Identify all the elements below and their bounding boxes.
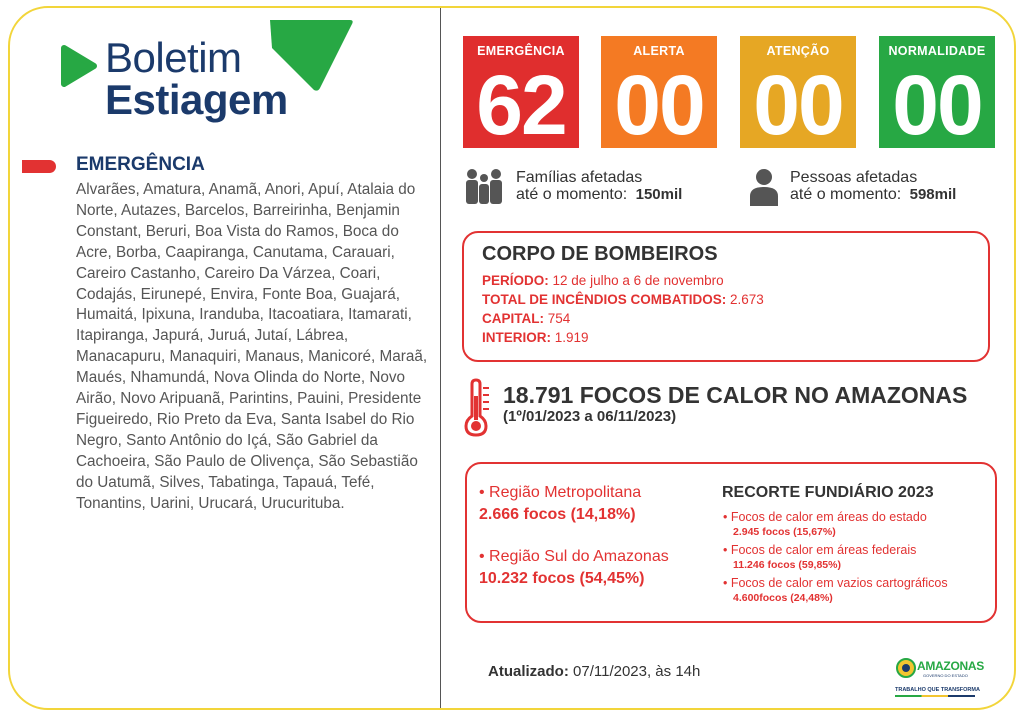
coat-of-arms-icon	[895, 657, 917, 681]
status-label: ALERTA	[633, 44, 685, 58]
focos-title	[503, 382, 967, 409]
row-label: CAPITAL:	[482, 311, 544, 326]
recorte-value: 4.600focos (24,48%)	[733, 592, 833, 604]
bombeiros-title: CORPO DE BOMBEIROS	[482, 243, 718, 265]
families-affected	[516, 170, 682, 203]
region-value: 2.666 focos (14,18%)	[479, 506, 636, 523]
families-line1: Famílias afetadas	[516, 169, 643, 186]
recorte-value: 2.945 focos (15,67%)	[733, 526, 836, 538]
title-estiagem: Estiagem	[105, 76, 288, 123]
focos-label: FOCOS DE CALOR NO AMAZONAS	[579, 382, 968, 408]
updated-value: 07/11/2023, às 14h	[573, 663, 701, 680]
status-emergencia	[463, 36, 579, 152]
status-label: NORMALIDADE	[888, 44, 986, 58]
recorte-label: • Focos de calor em áreas do estado	[723, 510, 927, 524]
people-affected	[790, 170, 956, 203]
recorte-label: • Focos de calor em vazios cartográficos	[723, 576, 948, 590]
people-value: 598mil	[909, 186, 957, 203]
status-value: 00	[614, 58, 704, 152]
person-icon	[748, 168, 780, 206]
status-atencao	[740, 36, 856, 152]
thermometer-icon	[463, 378, 495, 438]
focos-period: (1º/01/2023 a 06/11/2023)	[503, 408, 677, 425]
region-label: • Região Metropolitana	[479, 484, 642, 501]
status-normalidade	[879, 36, 995, 152]
row-value: 2.673	[730, 292, 764, 307]
row-value: 12 de julho a 6 de novembro	[552, 273, 724, 288]
emergency-marker	[22, 160, 56, 173]
family-icon	[464, 168, 504, 206]
logo-sub: GOVERNO DO ESTADO	[923, 673, 968, 678]
boletim-logo	[50, 14, 370, 124]
recorte-title: RECORTE FUNDIÁRIO 2023	[722, 484, 934, 501]
status-label: EMERGÊNCIA	[477, 44, 565, 58]
bombeiros-row	[482, 292, 764, 307]
recorte-label: • Focos de calor em áreas federais	[723, 543, 917, 557]
emergency-municipalities: Alvarães, Amatura, Anamã, Anori, Apuí, Atalaia do Norte, Autazes, Barcelos, Barreirinha, Benjamin Constant, Beruri, Boa Vista do Ramos, Boca do Acre, Borba, Caapiranga, Canutama, Carauari, Careiro Castanho, Careiro Da Várzea, Coari, Codajás, Eirunepé, Envira, Fonte Boa, Guajará, Humaitá, Ipixuna, Iranduba, Itacoatiara, Itamarati, Itapiranga, Japurá, Juruá, Jutaí, Lábrea, Manacapuru, Manaquiri, Manaus, Manicoré, Maraã, Maués, Nhamundá, Nova Olinda do Norte, Novo Airão, Novo Aripuanã, Parintins, Pauini, Presidente Figueiredo, Rio Preto da Eva, Santa Isabel do Rio Negro, Santo Antônio do Içá, São Gabriel da Cachoeira, São Paulo de Olivença, São Sebastião do Uatumã, Silves, Tabatinga, Tapauá, Tefé, Tonantins, Uarini, Urucará, Urucurituba.	[76, 181, 428, 512]
families-line2: até o momento:	[516, 186, 628, 203]
amazonas-government-logo	[893, 657, 983, 701]
row-value: 754	[547, 311, 571, 326]
bombeiros-row	[482, 330, 589, 345]
title-boletim: Boletim	[105, 34, 242, 81]
row-value: 1.919	[554, 330, 589, 345]
logo-tagline: TRABALHO QUE TRANSFORMA	[895, 687, 980, 693]
people-line1: Pessoas afetadas	[790, 169, 918, 186]
regions-box	[465, 462, 997, 623]
logo-underline	[895, 695, 975, 697]
region-label: • Região Sul do Amazonas	[479, 548, 669, 565]
people-line2: até o momento:	[790, 186, 902, 203]
status-value: 00	[753, 58, 843, 152]
bombeiros-row	[482, 311, 570, 326]
logo-name: AMAZONAS	[917, 659, 984, 673]
updated-label: Atualizado:	[488, 663, 569, 680]
row-label: PERÍODO:	[482, 273, 549, 288]
row-label: TOTAL DE INCÊNDIOS COMBATIDOS:	[482, 292, 727, 307]
row-label: INTERIOR:	[482, 330, 551, 345]
region-value: 10.232 focos (54,45%)	[479, 570, 645, 587]
status-label: ATENÇÃO	[766, 44, 830, 58]
status-alerta	[601, 36, 717, 152]
status-value: 00	[892, 58, 982, 152]
focos-count: 18.791	[503, 382, 574, 408]
bombeiros-row	[482, 273, 724, 288]
column-divider	[440, 8, 441, 708]
emergency-title: EMERGÊNCIA	[76, 154, 205, 175]
recorte-value: 11.246 focos (59,85%)	[733, 559, 841, 571]
families-value: 150mil	[635, 186, 683, 203]
status-value: 62	[476, 58, 566, 152]
bombeiros-box	[462, 231, 990, 362]
updated-stamp	[488, 663, 700, 680]
